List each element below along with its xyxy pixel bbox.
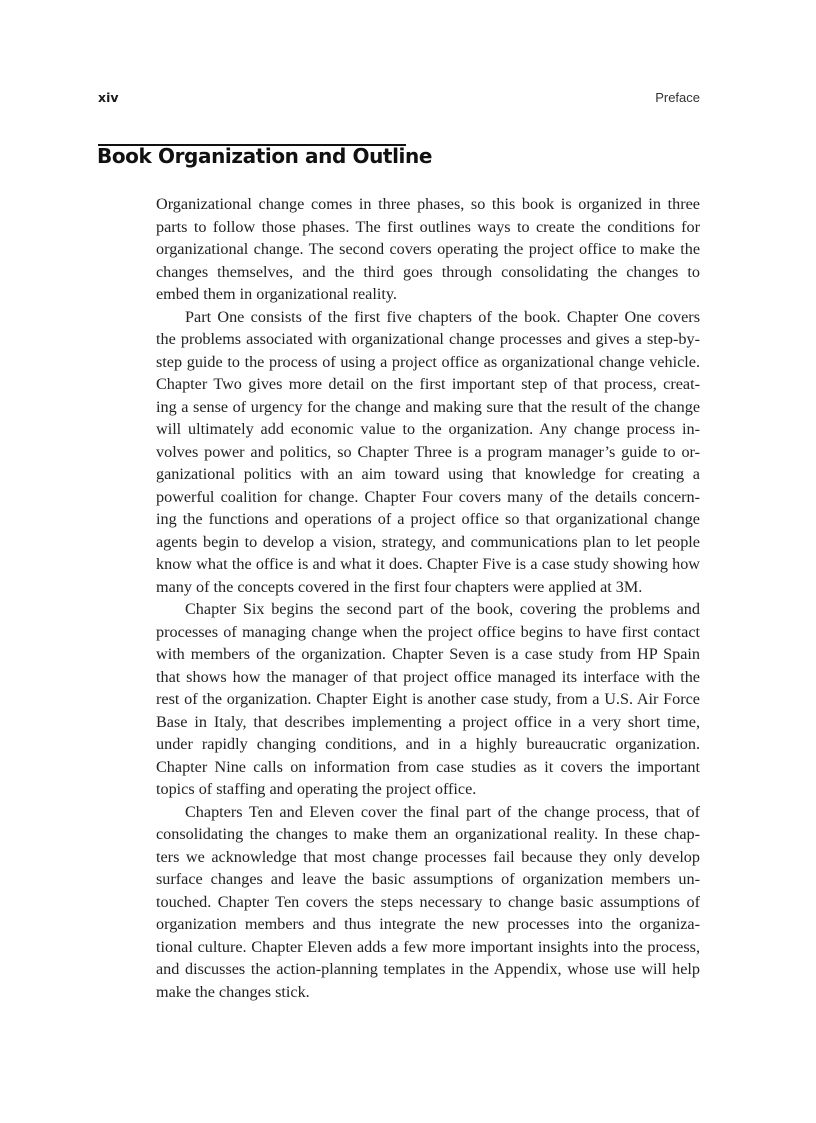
text-line: make the changes stick. <box>156 982 310 1001</box>
text-line: organizational change. The second covers operating the project office to make the <box>156 240 700 258</box>
text-line: powerful coalition for change. Chapter Four covers many of the details concern- <box>156 487 700 506</box>
paragraph <box>156 801 700 1004</box>
text-line: ganizational politics with an aim toward using that knowledge for creating a <box>156 465 700 483</box>
text-line: Chapter Two gives more detail on the first important step of that process, creat- <box>156 375 700 393</box>
text-line: many of the concepts covered in the first four chapters were applied at 3M. <box>156 577 643 596</box>
text-line: Chapters Ten and Eleven cover the final part of the change process, that of <box>185 802 700 821</box>
text-line: ters we acknowledge that most change processes fail because they only develop <box>156 847 700 866</box>
text-line: Chapter Nine calls on information from case studies as it covers the important <box>156 757 700 776</box>
text-line: under rapidly changing conditions, and in a highly bureaucratic organization. <box>156 735 700 753</box>
text-line: Chapter Six begins the second part of the book, covering the problems and <box>185 600 700 618</box>
paragraph <box>156 193 700 306</box>
body-text <box>156 193 700 1003</box>
paragraph <box>156 306 700 599</box>
text-line: organization members and thus integrate the new processes into the organiza- <box>156 915 700 933</box>
page-number: xiv <box>98 90 119 105</box>
text-line: Part One consists of the first five chapters of the book. Chapter One covers <box>185 307 700 326</box>
text-line: ing the functions and operations of a project office so that organizational change <box>156 510 700 528</box>
section-title: Book Organization and Outline <box>97 144 432 168</box>
text-line: agents begin to develop a vision, strategy, and communications plan to let people <box>156 532 700 551</box>
text-line: parts to follow those phases. The first outlines ways to create the conditions for <box>156 217 700 236</box>
text-line: embed them in organizational reality. <box>156 285 397 303</box>
text-line: Base in Italy, that describes implementing a project office in a very short time, <box>156 712 700 731</box>
text-line: step guide to the process of using a project office as organizational change vehicle. <box>156 352 700 371</box>
text-line: consolidating the changes to make them an organizational reality. In these chap- <box>156 825 700 843</box>
text-line: surface changes and leave the basic assumptions of organization members un- <box>156 870 700 888</box>
text-line: volves power and politics, so Chapter Three is a program manager’s guide to or- <box>156 442 700 461</box>
text-line: rest of the organization. Chapter Eight is another case study, from a U.S. Air Force <box>156 690 700 708</box>
text-line: the problems associated with organizational change processes and gives a step-by- <box>156 330 700 348</box>
text-line: ing a sense of urgency for the change and making sure that the result of the change <box>156 397 700 416</box>
text-line: and discusses the action-planning templates in the Appendix, whose use will help <box>156 960 700 978</box>
text-line: Organizational change comes in three phases, so this book is organized in three <box>156 195 700 213</box>
paragraph <box>156 598 700 801</box>
text-line: that shows how the manager of that project office managed its interface with the <box>156 667 700 686</box>
text-line: will ultimately add economic value to the organization. Any change process in- <box>156 420 700 438</box>
text-line: know what the office is and what it does. Chapter Five is a case study showing how <box>156 555 700 573</box>
text-line: with members of the organization. Chapter Seven is a case study from HP Spain <box>156 645 700 663</box>
running-title: Preface <box>655 90 700 105</box>
text-line: topics of staffing and operating the project office. <box>156 780 477 798</box>
text-line: processes of managing change when the project office begins to have first contact <box>156 622 700 641</box>
text-line: tional culture. Chapter Eleven adds a few more important insights into the process, <box>156 937 700 956</box>
text-line: changes themselves, and the third goes through consolidating the changes to <box>156 262 700 281</box>
text-line: touched. Chapter Ten covers the steps necessary to change basic assumptions of <box>156 892 700 911</box>
